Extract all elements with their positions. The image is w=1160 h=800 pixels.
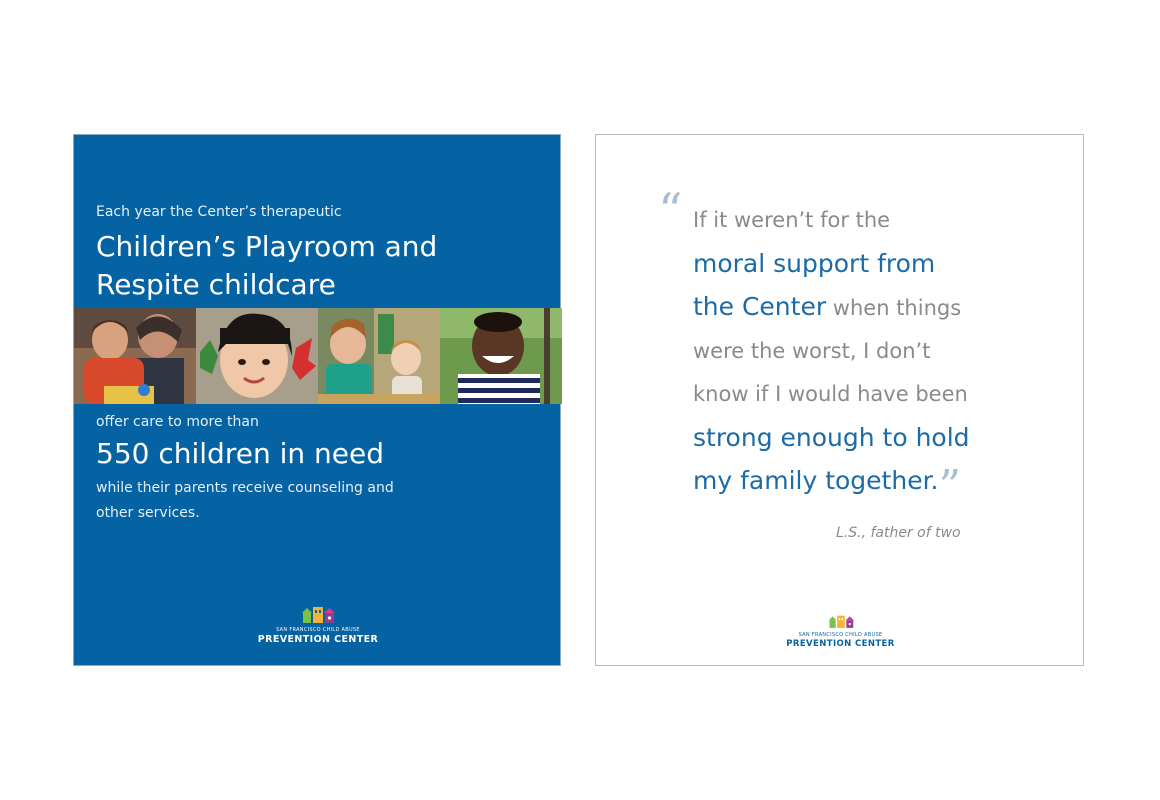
services-text — [96, 476, 394, 526]
logo-title: PREVENTION CENTER — [786, 639, 895, 649]
big-stat: 550 children in need — [96, 437, 384, 470]
headline-line-2: Respite childcare — [96, 268, 336, 301]
intro-text: Each year the Center’s therapeutic — [96, 204, 342, 220]
quote-line-3-highlight: the Center — [693, 292, 827, 321]
left-card — [73, 134, 561, 666]
child-with-grandmother-photo — [74, 308, 196, 404]
open-quote-icon: “ — [658, 183, 683, 239]
logo-subtitle: SAN FRANCISCO CHILD ABUSE — [276, 627, 360, 633]
headline-line-1: Children’s Playroom and — [96, 230, 438, 263]
organization-logo — [74, 605, 562, 645]
offer-text: offer care to more than — [96, 414, 259, 430]
services-line-1: while their parents receive counseling and — [96, 480, 394, 496]
organization-logo — [596, 613, 1085, 650]
quote-attribution: L.S., father of two — [836, 525, 961, 541]
quote-line-5: know if I would have been — [693, 382, 968, 406]
quote-line-1: If it weren’t for the — [693, 208, 891, 232]
quote-line-2: moral support from — [693, 249, 936, 278]
right-card — [595, 134, 1084, 666]
photo-strip — [74, 308, 562, 404]
headline — [96, 228, 437, 304]
quote-line-3-rest: when things — [826, 296, 962, 320]
logo-subtitle: SAN FRANCISCO CHILD ABUSE — [798, 632, 883, 638]
close-quote-icon: ” — [938, 461, 962, 512]
services-line-2: other services. — [96, 505, 200, 521]
boy-smiling-photo — [440, 308, 562, 404]
girl-with-painted-hands-photo — [196, 308, 318, 404]
quote-line-7-text: my family together. — [693, 466, 939, 495]
children-playing-photo — [318, 308, 440, 404]
testimonial-quote — [693, 199, 970, 512]
houses-logo-icon — [301, 605, 335, 623]
logo-title: PREVENTION CENTER — [257, 634, 379, 645]
houses-logo-icon — [828, 614, 854, 628]
quote-line-4: were the worst, I don’t — [693, 339, 931, 363]
quote-line-3 — [693, 285, 970, 330]
quote-line-7 — [693, 459, 970, 512]
quote-line-6: strong enough to hold — [693, 423, 970, 452]
